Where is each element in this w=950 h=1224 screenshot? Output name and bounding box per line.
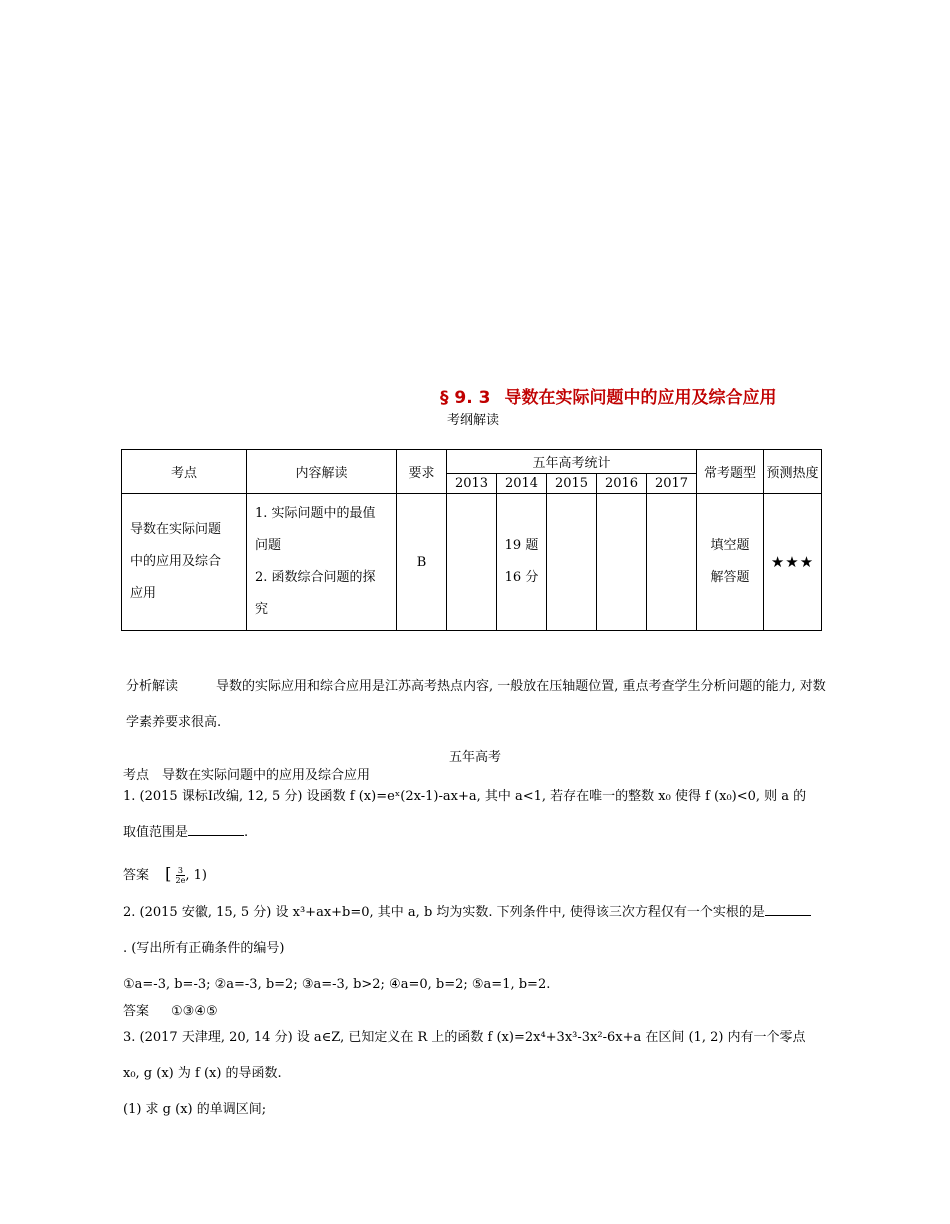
interval-tail: , 1) bbox=[185, 868, 207, 883]
outline-subtitle: 考纲解读 bbox=[447, 413, 500, 428]
q1-line2-end: . bbox=[244, 825, 249, 840]
header-tixing: 常考题型 bbox=[697, 450, 764, 494]
q1-line2 bbox=[123, 815, 843, 851]
cell-line: 问题 bbox=[255, 538, 282, 553]
answer-value bbox=[165, 864, 207, 885]
question-2 bbox=[123, 895, 843, 1003]
answer-label: 答案 bbox=[123, 868, 150, 883]
header-year: 2014 bbox=[497, 474, 547, 494]
cell-line: 导数在实际问题 bbox=[130, 522, 222, 537]
header-year: 2015 bbox=[547, 474, 597, 494]
cell-line: 应用 bbox=[130, 586, 157, 601]
question-1 bbox=[123, 779, 843, 851]
cell-2013 bbox=[447, 494, 497, 631]
cell-2016 bbox=[597, 494, 647, 631]
analysis-label: 分析解读 bbox=[126, 679, 179, 694]
answer-value: ①③④⑤ bbox=[171, 1004, 218, 1019]
q3-line3: (1) 求 g (x) 的单调区间; bbox=[123, 1102, 267, 1117]
answer-blank bbox=[765, 915, 811, 916]
cell-line: 解答题 bbox=[710, 570, 750, 585]
cell-line: 16 分 bbox=[504, 570, 539, 585]
q1-answer bbox=[123, 856, 823, 894]
question-3 bbox=[123, 1020, 843, 1128]
header-year: 2017 bbox=[647, 474, 697, 494]
cell-line: 填空题 bbox=[710, 538, 750, 553]
cell-line: 究 bbox=[255, 602, 269, 617]
q2-line2: . (写出所有正确条件的编号) bbox=[123, 941, 285, 956]
analysis-paragraph bbox=[126, 669, 826, 741]
cell-2014 bbox=[497, 494, 547, 631]
analysis-text: 导数的实际应用和综合应用是江苏高考热点内容, 一般放在压轴题位置, 重点考查学生分析问题的能力, 对数学素养要求很高. bbox=[126, 679, 826, 730]
cell-2015 bbox=[547, 494, 597, 631]
cell-line: 1. 实际问题中的最值 bbox=[255, 506, 376, 521]
q3-line2: x₀, g (x) 为 f (x) 的导函数. bbox=[123, 1066, 282, 1081]
q2-line1-text: 2. (2015 安徽, 15, 5 分) 设 x³+ax+b=0, 其中 a, b 均为实数. 下列条件中, 使得该三次方程仅有一个实根的是 bbox=[123, 905, 765, 920]
cell-2017 bbox=[647, 494, 697, 631]
cell-line: 2. 函数综合问题的探 bbox=[255, 570, 376, 585]
header-year: 2013 bbox=[447, 474, 497, 494]
section-title bbox=[440, 383, 776, 408]
q3-line1: 3. (2017 天津理, 20, 14 分) 设 a∈Z, 已知定义在 R 上的函数 f (x)=2x⁴+3x³-3x²-6x+a 在区间 (1, 2) 内有一个零点 bbox=[123, 1030, 806, 1045]
cell-neirong bbox=[247, 494, 397, 631]
cell-yaoqiu: B bbox=[397, 494, 447, 631]
fraction bbox=[176, 866, 186, 885]
header-redu: 预测热度 bbox=[764, 450, 822, 494]
cell-kaodian bbox=[122, 494, 247, 631]
answer-blank bbox=[188, 835, 244, 836]
answer-label: 答案 bbox=[123, 1004, 150, 1019]
fraction-numerator: 3 bbox=[177, 866, 183, 875]
wunian-heading: 五年高考 bbox=[448, 750, 501, 765]
q2-line1 bbox=[123, 895, 843, 931]
header-kaodian: 考点 bbox=[122, 450, 247, 494]
q1-line2-text: 取值范围是 bbox=[123, 825, 189, 840]
q2-line3: ①a=-3, b=-3; ②a=-3, b=2; ③a=-3, b>2; ④a=0, b=2; ⑤a=1, b=2. bbox=[123, 977, 551, 992]
heat-stars: ★★★ bbox=[764, 494, 822, 631]
outline-table bbox=[121, 449, 822, 631]
header-yaoqiu: 要求 bbox=[397, 450, 447, 494]
section-number: § 9. 3 bbox=[440, 388, 491, 408]
cell-line: 中的应用及综合 bbox=[130, 554, 222, 569]
header-year: 2016 bbox=[597, 474, 647, 494]
kaodian-line: 考点 导数在实际问题中的应用及综合应用 bbox=[123, 768, 371, 783]
fraction-denominator: 2e bbox=[175, 876, 186, 885]
cell-line: 19 题 bbox=[504, 538, 539, 553]
section-heading: 导数在实际问题中的应用及综合应用 bbox=[504, 388, 777, 408]
cell-tixing bbox=[697, 494, 764, 631]
header-neirong: 内容解读 bbox=[247, 450, 397, 494]
header-tongji: 五年高考统计 bbox=[447, 450, 697, 474]
interval-open: [ bbox=[165, 864, 172, 883]
q1-line1: 1. (2015 课标Ⅰ改编, 12, 5 分) 设函数 f (x)=eˣ(2x-1)-ax+a, 其中 a<1, 若存在唯一的整数 x₀ 使得 f (x₀)<0, 则 a 的 bbox=[123, 789, 807, 804]
